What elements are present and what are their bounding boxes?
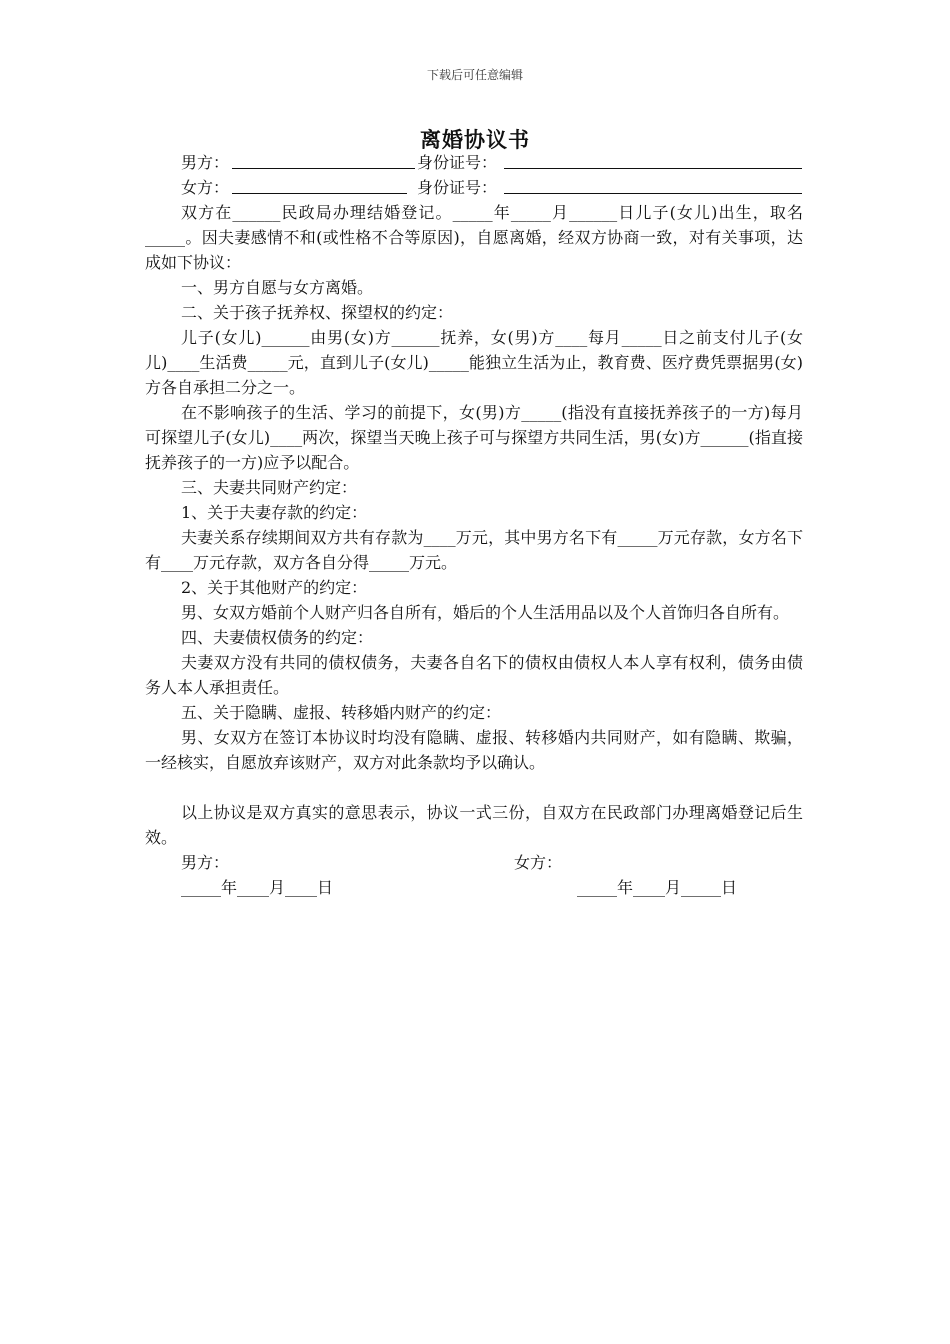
- female-party-row: [145, 175, 803, 200]
- female-id-field[interactable]: [504, 177, 802, 194]
- visitation-paragraph: 在不影响孩子的生活、学习的前提下，女(男)方_____(指没有直接抚养孩子的一方)每月可探望儿子(女儿)____两次，探望当天晚上孩子可与探望方共同生活，男(女)方______(指直接抚养孩子的一方)应予以配合。: [145, 403, 803, 472]
- female-name-field[interactable]: [232, 177, 407, 194]
- female-signature-date: _____年____月_____日: [577, 878, 738, 897]
- section-3-2-heading: 2、关于其他财产的约定：: [181, 578, 368, 597]
- intro-paragraph: 双方在______民政局办理结婚登记。_____年_____月______日儿子(女儿)出生，取名_____。因夫妻感情不和(或性格不合等原因)，自愿离婚，经双方协商一致，对有关事项，达成如下协议：: [145, 203, 803, 272]
- section-2-heading: 二、关于孩子抚养权、探望权的约定：: [181, 303, 454, 322]
- female-label: 女方：: [181, 178, 230, 197]
- date-row: [145, 875, 803, 900]
- document-title: 离婚协议书: [420, 127, 530, 152]
- other-property-paragraph: 男、女双方婚前个人财产归各自所有，婚后的个人生活用品以及个人首饰归各自所有。: [181, 603, 790, 622]
- male-party-row: [145, 150, 803, 175]
- debts-paragraph: 夫妻双方没有共同的债权债务，夫妻各自名下的债权由债权人本人享有权利，债务由债务人本人承担责任。: [145, 653, 803, 697]
- male-name-field[interactable]: [232, 152, 415, 169]
- male-signature-date: _____年____月____日: [181, 878, 334, 897]
- section-4-heading: 四、夫妻债权债务的约定：: [181, 628, 374, 647]
- female-signature-label: 女方：: [514, 853, 563, 872]
- header-note: 下载后可任意编辑: [426, 68, 523, 82]
- section-5-heading: 五、关于隐瞒、虚报、转移婚内财产的约定：: [181, 703, 502, 722]
- concealment-paragraph: 男、女双方在签订本协议时均没有隐瞒、虚报、转移婚内共同财产，如有隐瞒、欺骗，一经核实，自愿放弃该财产，双方对此条款均予以确认。: [145, 728, 803, 772]
- savings-paragraph: 夫妻关系存续期间双方共有存款为____万元，其中男方名下有_____万元存款，女方名下有____万元存款，双方各自分得_____万元。: [145, 528, 803, 572]
- male-id-field[interactable]: [504, 152, 802, 169]
- section-3-heading: 三、夫妻共同财产约定：: [181, 478, 358, 497]
- female-id-label: 身份证号：: [417, 178, 498, 197]
- document-body: [145, 150, 803, 900]
- male-signature-label: 男方：: [181, 853, 230, 872]
- male-id-label: 身份证号：: [417, 153, 498, 172]
- effectiveness-paragraph: 以上协议是双方真实的意思表示，协议一式三份，自双方在民政部门办理离婚登记后生效。: [145, 803, 803, 847]
- signature-row: [145, 850, 803, 875]
- spacer: [145, 775, 803, 800]
- section-1-heading: 一、男方自愿与女方离婚。: [181, 278, 374, 297]
- section-3-1-heading: 1、关于夫妻存款的约定：: [181, 503, 368, 522]
- male-label: 男方：: [181, 153, 230, 172]
- custody-paragraph: 儿子(女儿)______由男(女)方______抚养，女(男)方____每月_____日之前支付儿子(女儿)____生活费_____元，直到儿子(女儿)_____能独立生活为止，教育费、医疗费凭票据男(女)方各自承担二分之一。: [145, 328, 803, 397]
